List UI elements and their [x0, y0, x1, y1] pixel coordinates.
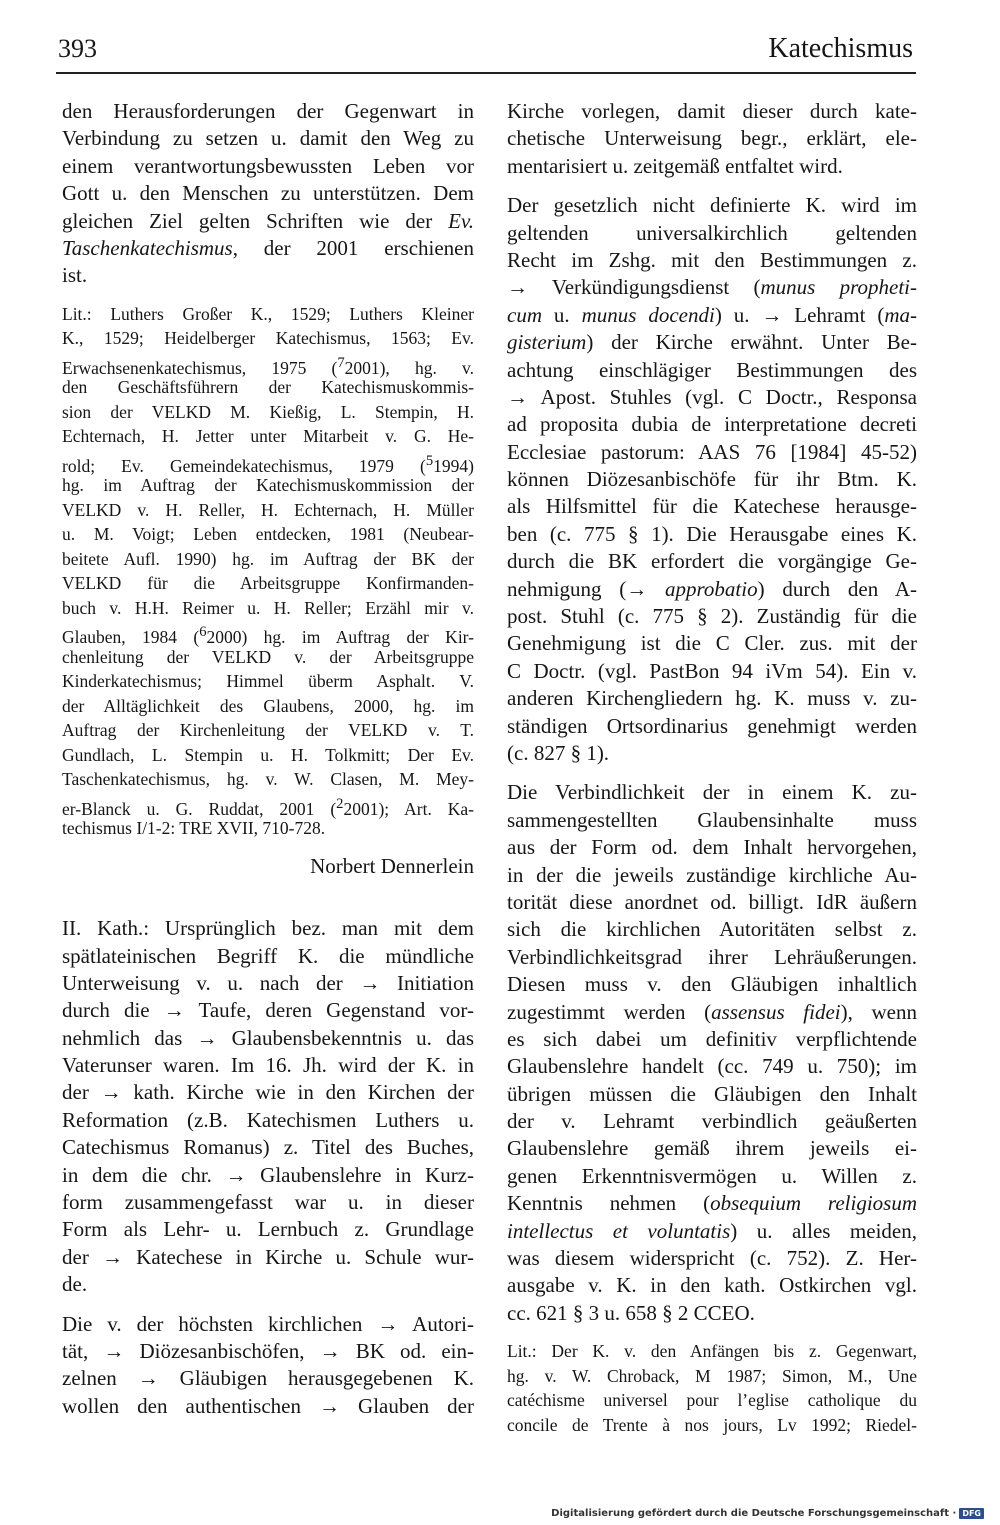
text-line: aus der Form od. dem Inhalt hervorgehen,: [507, 835, 917, 860]
text-line: einem verantwortungsbewussten Leben vor: [62, 153, 474, 178]
text-line: Die Verbindlichkeit der in einem K. zu-: [507, 780, 917, 805]
text-line: post. Stuhl (c. 775 § 2). Zuständig für die: [507, 604, 917, 629]
text-line: Kenntnis nehmen (obsequium religiosum: [507, 1191, 917, 1216]
text-line: Die v. der höchsten kirchlichen → Autori-: [62, 1311, 474, 1336]
header-rule: [56, 72, 916, 74]
text-line: Catechismus Romanus) z. Titel des Buches,: [62, 1135, 474, 1160]
text-line: u. M. Voigt; Leben entdecken, 1981 (Neubear-: [62, 524, 474, 545]
dfg-logo: DFG: [959, 1508, 984, 1519]
text-line: als Hilfsmittel für die Katechese herausge-: [507, 494, 917, 519]
text-line: chenleitung der VELKD v. der Arbeitsgruppe: [62, 646, 474, 667]
text-line: Erwachsenenkatechismus, 1975 ($^7$2001), hg. v.: [62, 354, 474, 378]
text-line: genen Erkenntnisvermögen u. Willen z.: [507, 1163, 917, 1188]
literature-block: [507, 1339, 917, 1437]
text-line: tät, → Diözesanbischöfen, → BK od. ein-: [62, 1338, 474, 1363]
paragraph: [507, 98, 917, 180]
text-line: Gott u. den Menschen zu unterstützen. Dem: [62, 181, 474, 206]
text-line: der Alltäglichkeit des Glaubens, 2000, hg. im: [62, 695, 474, 716]
text-line: den Geschäftsführern der Katechismuskommis-: [62, 377, 474, 398]
text-line: Kirche vorlegen, damit dieser durch kate-: [507, 99, 917, 123]
paragraph: [507, 192, 917, 767]
text-line: Recht im Zshg. mit den Bestimmungen z.: [507, 247, 917, 272]
text-line: Auftrag der Kirchenleitung der VELKD v. T.: [62, 720, 474, 741]
text-line: VELKD für die Arbeitsgruppe Konfirmanden-: [62, 573, 474, 594]
text-line: den Herausforderungen der Gegenwart in: [62, 99, 474, 123]
text-line: chetische Unterweisung begr., erklärt, ele-: [507, 126, 917, 151]
text-line: anderen Kirchengliedern hg. K. muss v. zu-: [507, 686, 917, 711]
text-line: cc. 621 § 3 u. 658 § 2 CCEO.: [507, 1300, 755, 1325]
text-line: Ecclesiae pastorum: AAS 76 [1984] 45-52): [507, 439, 917, 464]
text-line: VELKD v. H. Reller, H. Echternach, H. Müller: [62, 499, 474, 520]
text-line: spätlateinischen Begriff K. die mündliche: [62, 943, 474, 968]
text-line: in dem die chr. → Glaubenslehre in Kurz-: [62, 1162, 474, 1187]
text-line: catéchisme universel pour l’eglise catholique du: [507, 1390, 917, 1411]
text-line: Kinderkatechismus; Himmel überm Asphalt. V.: [62, 671, 474, 692]
text-line: techismus I/1-2: TRE XVII, 710-728.: [62, 818, 326, 839]
text-line: Gundlach, L. Stempin u. H. Tolkmitt; Der Ev.: [62, 744, 474, 765]
text-line: Echternach, H. Jetter unter Mitarbeit v. G. He-: [62, 426, 474, 447]
text-line: geltenden universalkirchlich geltenden: [507, 220, 917, 245]
text-line: er-Blanck u. G. Ruddat, 2001 ($^2$2001); Art. Ka-: [62, 795, 474, 819]
text-line: → Verkündigungsdienst (munus propheti-: [507, 275, 917, 300]
text-line: was diesem widerspricht (c. 752). Z. Her-: [507, 1246, 917, 1271]
text-line: zugestimmt werden (assensus fidei), wenn: [507, 999, 917, 1024]
text-line: sich die kirchlichen Autoritäten selbst z.: [507, 917, 917, 942]
text-line: durch die BK erfordert die vorgängige Ge-: [507, 549, 917, 574]
text-line: concile de Trente à nos jours, Lv 1992; Riedel-: [507, 1414, 917, 1435]
text-line: Genehmigung ist die C Cler. zus. mit der: [507, 631, 917, 656]
text-line: mentarisiert u. zeitgemäß entfaltet wird.: [507, 153, 843, 178]
text-line: II. Kath.: Ursprünglich bez. man mit dem: [62, 916, 474, 941]
text-line: hg. im Auftrag der Katechismuskommission der: [62, 475, 474, 496]
footer-credit: [551, 1508, 984, 1519]
text-line: form zusammengefasst war u. in dieser: [62, 1190, 474, 1215]
text-line: ben (c. 775 § 1). Die Herausgabe eines K.: [507, 521, 917, 546]
text-line: wollen den authentischen → Glauben der: [62, 1393, 474, 1418]
text-line: es sich dabei um definitiv verpflichtende: [507, 1026, 917, 1051]
text-line: Der gesetzlich nicht definierte K. wird im: [507, 193, 917, 218]
text-line: Diesen muss v. den Gläubigen inhaltlich: [507, 972, 917, 997]
paragraph: [507, 779, 917, 1327]
text-line: beitete Aufl. 1990) hg. im Auftrag der BK der: [62, 548, 474, 569]
text-line: durch die → Taufe, deren Gegenstand vor-: [62, 998, 474, 1023]
text-line: (c. 827 § 1).: [507, 740, 610, 765]
text-line: Vaterunser waren. Im 16. Jh. wird der K. in: [62, 1053, 474, 1078]
text-line: Form als Lehr- u. Lernbuch z. Grundlage: [62, 1217, 474, 1242]
text-line: der → Katechese in Kirche u. Schule wur-: [62, 1244, 474, 1269]
left-column: [62, 98, 474, 1432]
author-signature: [62, 853, 474, 880]
text-line: Lit.: Luthers Großer K., 1529; Luthers Kleiner: [62, 303, 474, 324]
text-line: Verbindlichkeitsgrad ihrer Lehräußerungen.: [507, 944, 917, 969]
text-line: C Doctr. (vgl. PastBon 94 iVm 54). Ein v.: [507, 658, 917, 683]
text-line: Reformation (z.B. Katechismen Luthers u.: [62, 1107, 474, 1132]
text-line: sammengestellten Glaubensinhalte muss: [507, 807, 917, 832]
text-line: Taschenkatechismus, der 2001 erschienen: [62, 235, 474, 260]
text-line: rold; Ev. Gemeindekatechismus, 1979 ($^5$1994): [62, 452, 474, 476]
text-line: ständigen Ortsordinarius genehmigt werden: [507, 713, 917, 738]
text-line: Lit.: Der K. v. den Anfängen bis z. Gegenwart,: [507, 1341, 917, 1362]
page-number: 393: [58, 34, 97, 63]
text-line: Unterweisung v. u. nach der → Initiation: [62, 970, 474, 995]
text-line: Taschenkatechismus, hg. v. W. Clasen, M. Mey-: [62, 769, 474, 790]
text-line: achtung einschlägiger Bestimmungen des: [507, 357, 917, 382]
text-line: torität diese anordnet od. billigt. IdR äußern: [507, 889, 917, 914]
text-line: → Apost. Stuhles (vgl. C Doctr., Responsa: [507, 384, 917, 409]
text-line: Verbindung zu setzen u. damit den Weg zu: [62, 126, 474, 151]
text-line: können Diözesanbischöfe für ihr Btm. K.: [507, 467, 917, 492]
text-line: buch v. H.H. Reimer u. H. Reller; Erzähl mir v.: [62, 597, 474, 618]
text-line: sion der VELKD M. Kießig, L. Stempin, H.: [62, 401, 474, 422]
text-line: Glaubenslehre handelt (cc. 749 u. 750); im: [507, 1054, 917, 1079]
text-line: K., 1529; Heidelberger Katechismus, 1563; Ev.: [62, 328, 474, 349]
text-line: zelnen → Gläubigen herausgegebenen K.: [62, 1366, 474, 1391]
text-line: cum u. munus docendi) u. → Lehramt (ma-: [507, 302, 917, 327]
text-line: intellectus et voluntatis) u. alles meiden,: [507, 1218, 917, 1243]
text-line: de.: [62, 1272, 88, 1297]
text-line: der v. Lehramt verbindlich geäußerten: [507, 1109, 917, 1134]
text-line: übrigen müssen die Gläubigen den Inhalt: [507, 1081, 917, 1106]
footer-credit-text: Digitalisierung gefördert durch die Deutsche Forschungsgemeinschaft ·: [551, 1508, 957, 1519]
right-column: [507, 98, 917, 1449]
text-line: ad proposita dubia de interpretatione decreti: [507, 412, 917, 437]
literature-block: [62, 302, 474, 841]
text-line: ist.: [62, 263, 88, 288]
text-line: ausgabe v. K. in den kath. Ostkirchen vgl.: [507, 1273, 917, 1298]
paragraph: [62, 98, 474, 290]
paragraph: [62, 1311, 474, 1421]
text-line: hg. v. W. Chroback, M 1987; Simon, M., Une: [507, 1365, 917, 1386]
text-line: Norbert Dennerlein: [310, 853, 474, 878]
text-line: der → kath. Kirche wie in den Kirchen der: [62, 1080, 474, 1105]
text-line: gleichen Ziel gelten Schriften wie der Ev.: [62, 208, 474, 233]
text-line: nehmlich das → Glaubensbekenntnis u. das: [62, 1025, 474, 1050]
text-line: Glaubenslehre gemäß ihrem jeweils ei-: [507, 1136, 917, 1161]
paragraph: [62, 915, 474, 1298]
text-line: nehmigung (→ approbatio) durch den A-: [507, 576, 917, 601]
text-line: gisterium) der Kirche erwähnt. Unter Be-: [507, 330, 917, 355]
text-line: in der die jeweils zuständige kirchliche Au-: [507, 862, 917, 887]
running-head: Katechismus: [768, 33, 913, 64]
text-line: Glauben, 1984 ($^6$2000) hg. im Auftrag der Kir-: [62, 624, 474, 648]
